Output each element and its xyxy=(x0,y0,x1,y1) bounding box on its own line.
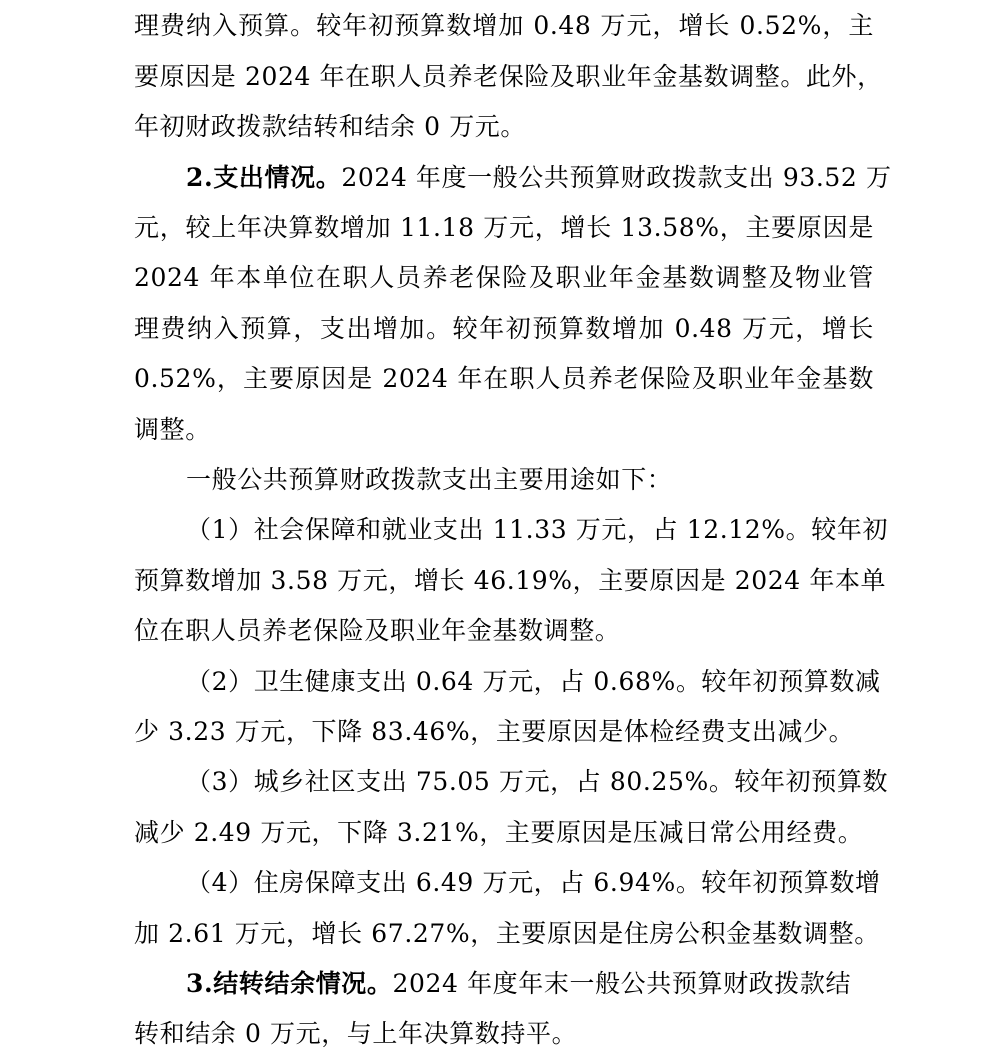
text-line: 理费纳入预算。较年初预算数增加 0.48 万元，增长 0.52%，主 xyxy=(134,11,874,40)
section-heading: 3.结转结余情况。 xyxy=(186,969,393,998)
section-heading-line: 2.支出情况。2024 年度一般公共预算财政拨款支出 93.52 万 xyxy=(186,163,892,192)
text-line: 位在职人员养老保险及职业年金基数调整。 xyxy=(134,616,621,645)
text-line: 调整。 xyxy=(134,415,211,444)
section-heading-line: 3.结转结余情况。2024 年度年末一般公共预算财政拨款结 xyxy=(186,969,852,998)
list-item-line: （2）卫生健康支出 0.64 万元，占 0.68%。较年初预算数减 xyxy=(186,667,881,696)
text-line: 预算数增加 3.58 万元，增长 46.19%，主要原因是 2024 年本单 xyxy=(134,566,887,595)
text-line: 年初财政拨款结转和结余 0 万元。 xyxy=(134,112,527,141)
text-line: 一般公共预算财政拨款支出主要用途如下： xyxy=(186,465,673,494)
text-line: 加 2.61 万元，增长 67.27%，主要原因是住房公积金基数调整。 xyxy=(134,919,880,948)
text-line: 元，较上年决算数增加 11.18 万元，增长 13.58%，主要原因是 xyxy=(134,213,874,242)
list-item-line: （3）城乡社区支出 75.05 万元，占 80.25%。较年初预算数 xyxy=(186,767,889,796)
list-item-line: （4）住房保障支出 6.49 万元，占 6.94%。较年初预算数增 xyxy=(186,868,881,897)
section-heading: 2.支出情况。 xyxy=(186,163,342,192)
text-line: 转和结余 0 万元，与上年决算数持平。 xyxy=(134,1019,578,1048)
text-line: 0.52%，主要原因是 2024 年在职人员养老保险及职业年金基数 xyxy=(134,364,874,393)
text-line: 少 3.23 万元，下降 83.46%，主要原因是体检经费支出减少。 xyxy=(134,717,855,746)
text-line: 2024 年本单位在职人员养老保险及职业年金基数调整及物业管 xyxy=(134,263,874,292)
text-line: 理费纳入预算，支出增加。较年初预算数增加 0.48 万元，增长 xyxy=(134,314,874,343)
text-line: 要原因是 2024 年在职人员养老保险及职业年金基数调整。此外， xyxy=(134,62,883,91)
text-line: 减少 2.49 万元，下降 3.21%，主要原因是压减日常公用经费。 xyxy=(134,818,864,847)
list-item-line: （1）社会保障和就业支出 11.33 万元，占 12.12%。较年初 xyxy=(186,515,889,544)
